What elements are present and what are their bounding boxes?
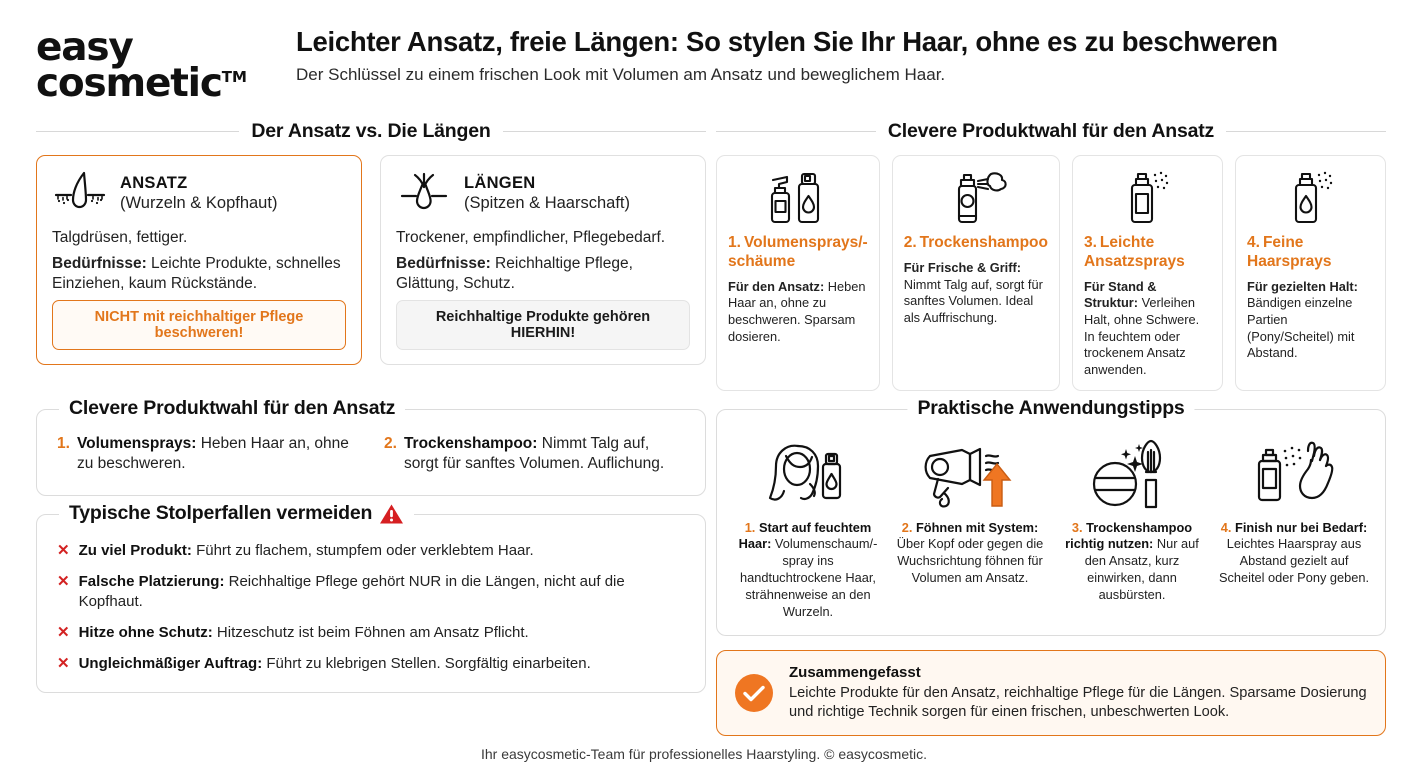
panel-tips [716, 396, 1386, 636]
item-label: Ungleichmäßiger Auftrag: [78, 655, 263, 673]
product-name [728, 234, 868, 272]
item-label: Falsche Platzierung: [78, 573, 225, 591]
cross-icon: ✕ [57, 542, 70, 560]
panel-title-pitfalls-text: Typische Stolperfallen vermeiden [69, 502, 373, 525]
tip-item [1217, 434, 1371, 621]
product-desc-text: Bändigen einzelne Partien (Pony/Scheitel) mit Abstand. [1247, 295, 1355, 361]
product-card [1072, 155, 1223, 391]
card-ansatz-title: ANSATZ [120, 173, 188, 192]
tip-label: Föhnen mit System: [915, 519, 1039, 535]
brand-line-2-text: cosmetic [36, 60, 222, 106]
panel-title-clever [59, 397, 405, 420]
woman-hair-and-spray-icon [731, 434, 885, 512]
card-ansatz-line1: Talgdrüsen, fettiger. [52, 229, 188, 246]
tip-label: Trockenshampoo richtig nutzen: [1065, 519, 1193, 552]
card-laengen-title: LÄNGEN [464, 173, 536, 192]
check-circle-icon [735, 674, 773, 712]
section-header-vs [36, 120, 706, 143]
summary-text-block [789, 664, 1367, 723]
column-right-top [716, 120, 1386, 391]
product-desc-text: Nimmt Talg auf, sorgt für sanftes Volumen. Ideal als Auffrischung. [903, 276, 1043, 325]
section-header-products [716, 120, 1386, 143]
item-body: Heben Haar an, ohne zu beschweren. [76, 434, 349, 473]
content-row-top [0, 120, 1408, 391]
pump-spray-bottle-icon [1084, 166, 1211, 228]
product-desc [1084, 279, 1211, 379]
product-desc [728, 279, 868, 346]
product-desc [904, 260, 1048, 327]
card-ansatz-subtitle: (Wurzeln & Kopfhaut) [120, 193, 278, 212]
product-label: Feine Haarsprays [1247, 234, 1332, 270]
card-ansatz-warning-pill: NICHT mit reichhaltiger Pflege beschweren! [52, 300, 346, 350]
brand-line-1: easy [36, 25, 133, 70]
product-number: 4. [1247, 234, 1260, 251]
page-header [0, 0, 1408, 120]
item-body: Nimmt Talg auf, sorgt für sanftes Volumen. Auflichung. [403, 434, 665, 473]
hair-follicle-root-icon [52, 169, 108, 217]
content-row-bottom [0, 396, 1408, 737]
panel-title-pitfalls [59, 502, 414, 525]
hair-follicle-lengths-icon [396, 169, 452, 217]
card-ansatz [36, 155, 362, 365]
item-body: Führt zu klebrigen Stellen. Sorgfältig einarbeiten. [262, 655, 591, 673]
page-title: Leichter Ansatz, freie Längen: So stylen Sie Ihr Haar, ohne es zu beschweren [296, 26, 1278, 57]
item-label: Trockenshampoo: [403, 434, 538, 452]
tip-body: Volumenschaum/-spray ins handtuchtrockene Haar, strähnenweise an den Wurzeln. [740, 536, 878, 620]
tip-text [1055, 520, 1209, 604]
panel-clever-product-choice [36, 396, 706, 497]
list-item [384, 434, 685, 476]
item-text [404, 434, 685, 476]
tips-row [731, 434, 1371, 621]
item-label: Zu viel Produkt: [78, 542, 192, 560]
hairdryer-with-up-arrow-icon [893, 434, 1047, 512]
product-card [716, 155, 880, 391]
column-left-bottom [36, 396, 706, 737]
card-ansatz-needs [52, 254, 346, 295]
tip-body: Über Kopf oder gegen die Wuchsrichtung föhnen für Volumen am Ansatz. [896, 536, 1044, 586]
tip-label: Start auf feuchtem Haar: [738, 519, 872, 552]
product-label: Trockenshampoo [919, 234, 1048, 251]
rule-left [36, 131, 239, 132]
summary-title: Zusammengefasst [789, 663, 921, 681]
item-body: Reichhaltige Pflege gehört NUR in die Längen, nicht auf die Kopfhaut. [78, 573, 625, 611]
item-body: Hitzeschutz ist beim Föhnen am Ansatz Pflicht. [212, 624, 529, 642]
cross-icon: ✕ [57, 655, 70, 673]
product-card [892, 155, 1060, 391]
page-subtitle: Der Schlüssel zu einem frischen Look mit Volumen am Ansatz und beweglichem Haar. [296, 65, 946, 85]
item-text [79, 572, 685, 612]
product-number: 1. [728, 234, 741, 251]
cross-icon: ✕ [57, 573, 70, 591]
card-laengen-line1: Trockener, empfindlicher, Pflegebedarf. [396, 229, 666, 246]
card-laengen-subtitle: (Spitzen & Haarschaft) [464, 193, 630, 212]
warning-triangle-icon [379, 503, 404, 525]
product-number: 3. [1083, 234, 1097, 251]
card-laengen-needs-text: Reichhaltige Pflege, Glättung, Schutz. [396, 254, 633, 293]
panel-title-clever-text: Clevere Produktwahl für den Ansatz [69, 396, 396, 419]
section-title-products: Clevere Produktwahl für den Ansatz [887, 120, 1215, 142]
product-label: Leichte Ansatzsprays [1083, 234, 1185, 270]
spray-can-and-hand-icon [1217, 434, 1371, 512]
rule-right [503, 131, 706, 132]
panel-summary [716, 650, 1386, 737]
card-laengen [380, 155, 706, 365]
product-name [904, 234, 1048, 253]
item-number: 1. [57, 434, 70, 452]
item-number: 2. [384, 434, 397, 452]
product-desc-label: Für Frische & Griff: [903, 259, 1022, 275]
item-label: Volumensprays: [76, 434, 197, 452]
product-label: Volumensprays/-schäume [728, 234, 868, 270]
product-card [1235, 155, 1386, 391]
card-ansatz-header [52, 169, 346, 217]
panel-title-tips-text: Praktische Anwendungstipps [917, 396, 1185, 419]
product-desc-text: Verleihen Halt, ohne Schwere. In feuchtem oder trockenem Ansatz anwenden. [1083, 295, 1200, 377]
fine-hairspray-can-icon [1247, 166, 1374, 228]
tip-item [731, 434, 885, 621]
card-laengen-info-pill: Reichhaltige Produkte gehören HIERHIN! [396, 300, 690, 350]
clever-items-row [57, 434, 685, 476]
tip-text [893, 520, 1047, 588]
product-name [1247, 234, 1374, 272]
vs-card-row [36, 155, 706, 365]
product-desc [1247, 279, 1374, 362]
trademark-symbol: TM [221, 67, 247, 86]
list-item [57, 434, 358, 476]
brand-line-2 [36, 60, 247, 106]
aerosol-can-spraying-icon [904, 166, 1048, 228]
card-ansatz-needs-text: Leichte Produkte, schnelles Einziehen, kaum Rückstände. [52, 254, 341, 293]
summary-body: Leichte Produkte für den Ansatz, reichhaltige Pflege für die Längen. Sparsame Dosierung und richtige Technik sorgen für einen frischen, unbeschwerten Look. [789, 684, 1367, 721]
product-desc-text: Heben Haar an, ohne zu beschweren. Sparsam dosieren. [728, 278, 866, 344]
spray-bottle-and-mousse-can-icon [728, 166, 868, 228]
item-text [77, 434, 358, 476]
tip-body: Nur auf den Ansatz, kurz einwirken, dann ausbürsten. [1084, 536, 1199, 603]
rule-left [716, 131, 876, 132]
list-item [57, 623, 685, 643]
tip-number: 1. [744, 519, 756, 535]
item-text [79, 541, 534, 561]
item-body: Führt zu flachem, stumpfem oder verklebtem Haar. [191, 542, 534, 560]
tip-item [893, 434, 1047, 621]
panel-pitfalls [36, 502, 706, 693]
card-ansatz-needs-label: Bedürfnisse: [52, 254, 147, 272]
product-desc-label: Für gezielten Halt: [1247, 278, 1358, 294]
rule-right [1226, 131, 1386, 132]
tip-text [1217, 520, 1371, 588]
card-ansatz-titles [120, 174, 277, 213]
column-right-bottom [716, 396, 1386, 737]
tip-label: Finish nur bei Bedarf: [1235, 519, 1368, 535]
item-text [79, 654, 591, 674]
panel-title-tips [907, 397, 1194, 420]
list-item [57, 572, 685, 612]
tip-number: 3. [1071, 519, 1083, 535]
product-name [1084, 234, 1211, 272]
product-desc-label: Für den Ansatz: [728, 278, 825, 294]
product-card-row [716, 155, 1386, 391]
card-laengen-needs-label: Bedürfnisse: [396, 254, 491, 272]
tip-number: 4. [1220, 519, 1232, 535]
footer-text: Ihr easycosmetic-Team für professionelles Haarstyling. © easycosmetic. [480, 746, 928, 763]
powder-and-brush-icon [1055, 434, 1209, 512]
tip-body: Leichtes Haarspray aus Abstand gezielt auf Scheitel oder Pony geben. [1218, 536, 1370, 586]
section-title-vs: Der Ansatz vs. Die Längen [251, 120, 491, 142]
list-item [57, 654, 685, 674]
column-left-top [36, 120, 706, 391]
header-text-block [286, 26, 1372, 86]
cross-icon: ✕ [57, 624, 70, 642]
brand-logo [36, 25, 286, 106]
tip-number: 2. [901, 519, 913, 535]
list-item [57, 541, 685, 561]
item-label: Hitze ohne Schutz: [78, 624, 213, 642]
tip-text [731, 520, 885, 621]
tip-item [1055, 434, 1209, 621]
card-laengen-needs [396, 254, 690, 295]
card-laengen-header [396, 169, 690, 217]
product-desc-label: Für Stand & Struktur: [1083, 278, 1157, 311]
product-number: 2. [903, 234, 917, 251]
item-text [79, 623, 529, 643]
card-laengen-titles [464, 174, 630, 213]
